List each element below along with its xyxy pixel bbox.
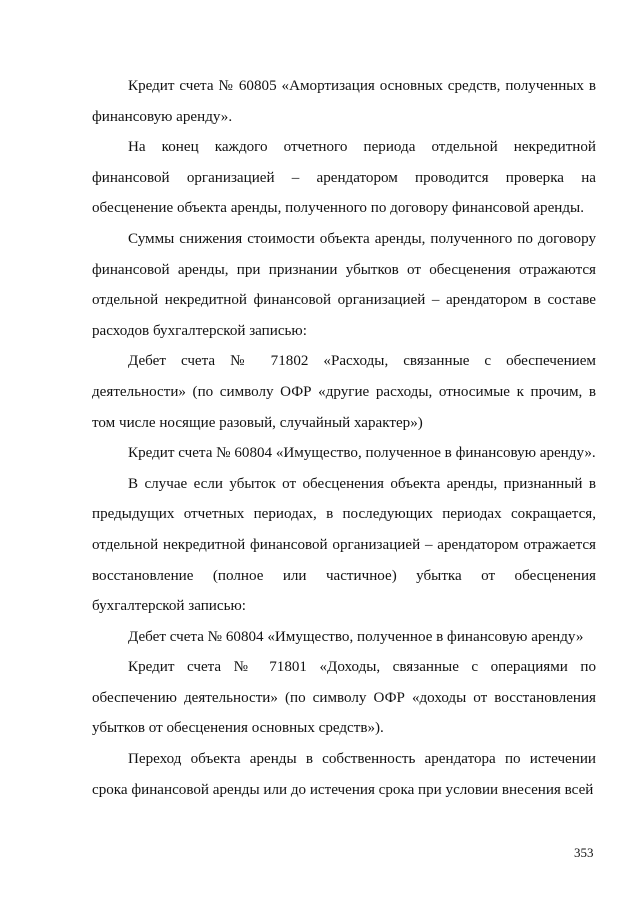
page-number: 353: [574, 845, 594, 860]
paragraph-impairment-check: На конец каждого отчетного периода отдельной некредитной финансовой организацией – арендатором проводится проверка на обесценение объекта аренды, полученного по договору финансовой аренды.: [92, 139, 596, 217]
paragraph-ownership-transfer: Переход объекта аренды в собственность арендатора по истечении срока финансовой аренды или до истечения срока при условии внесения всей: [92, 751, 596, 798]
paragraph-debit-60804: Дебет счета № 60804 «Имущество, полученное в финансовую аренду»: [128, 628, 584, 645]
paragraph-impairment-reversal: В случае если убыток от обесценения объекта аренды, признанный в предыдущих отчетных периодах, в последующих периодах сокращается, отдельной некредитной финансовой организацией – арендатором отражается восстановление (полное или частичное) убытка от обесценения бухгалтерской записью:: [92, 475, 596, 615]
paragraph-debit-71802: Дебет счета № 71802 «Расходы, связанные с обеспечением деятельности» (по символу ОФР «другие расходы, относимые к прочим, в том числе носящие разовый, случайный характер»): [92, 353, 596, 431]
paragraph-credit-71801: Кредит счета № 71801 «Доходы, связанные с операциями по обеспечению деятельности» (по символу ОФР «доходы от восстановления убытков от обесценения основных средств»).: [92, 659, 596, 737]
paragraph-credit-60805: Кредит счета № 60805 «Амортизация основных средств, полученных в финансовую аренду».: [92, 78, 596, 125]
document-body: [92, 71, 596, 805]
paragraph-impairment-amounts: Суммы снижения стоимости объекта аренды, полученного по договору финансовой аренды, при признании убытков от обесценения отражаются отдельной некредитной финансовой организацией – арендатором в составе расходов бухгалтерской записью:: [92, 230, 596, 339]
paragraph-credit-60804: Кредит счета № 60804 «Имущество, полученное в финансовую аренду».: [128, 445, 596, 462]
